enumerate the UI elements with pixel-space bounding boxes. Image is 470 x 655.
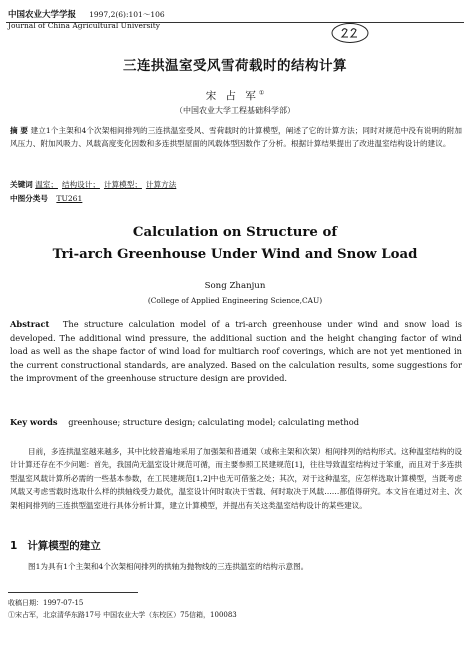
section-heading bbox=[10, 538, 101, 553]
affiliation-zh: （中国农业大学工程基础科学部） bbox=[175, 106, 295, 115]
keyword-zh: 结构设计； bbox=[61, 180, 100, 189]
keywords-en-text: greenhouse; structure design; calculating model; calculating method bbox=[68, 417, 360, 427]
paper-title-en-line1: Calculation on Structure of bbox=[132, 225, 338, 240]
paper-title-en-line2: Tri-arch Greenhouse Under Wind and Snow Load bbox=[52, 247, 418, 262]
intro-paragraph: 目前，多连拱温室越来越多，其中比较普遍地采用了加强架和普通架（或称主架和次架）相间排列的结构形式。这种温室结构的设计计算还存在不少问题：首先，我国尚无温室设计规范可循，而主要参照工民建规范[1]，往往导致温室结构过于笨重，而且对于多连拱型温室风载计算所必需的一些基本参数，在工民建规范[1,2]中也无可借鉴之处；其次，对于这种温室，应怎样选取计算模型，当既考虑风载又考虑雪载时选取什么样的拱轴线受力最优，温室设计何时取决于雪载、何时取决于风载……都值得研究。本文旨在通过对主、次架相间排列的三连拱型温室进行具体分析计算，建立计算模型，并提出有关这类温室结构设计的某些建议。 bbox=[10, 447, 462, 510]
abstract-en-text: The structure calculation model of a tri-arch greenhouse under wind and snow load is developed. The additional wind pressure, the additional suction and the height changing factor of wind load as well as the shape factor of wind load for multiarch roof coverings, which are not yet mentioned in the current constructional standards, are analyzed. Based on the calculation results, some suggestions for the improvment of the greenhouse structure design are provided. bbox=[10, 319, 462, 384]
clc-zh-label: 中图分类号 bbox=[10, 194, 48, 203]
keyword-zh: 计算模型； bbox=[103, 180, 142, 189]
affiliation-en: (College of Applied Engineering Science,CAU) bbox=[147, 296, 323, 305]
received-date: 收稿日期：1997-07-15 bbox=[8, 599, 84, 607]
abstract-zh-text: 建立1个主架和4个次架相间排列的三连拱温室受风、雪荷载时的计算模型，阐述了它的计算方法；同时对规范中没有说明的附加风压力、附加风吸力、风载高度变化因数和多连拱型屋面的风载体型因数作了分析。根据计算结果提出了改进温室结构设计的建议。 bbox=[10, 126, 463, 149]
keywords-zh-label: 关键词 bbox=[10, 180, 33, 189]
clc-zh-code: TU261 bbox=[56, 194, 83, 203]
journal-name-en: Journal of China Agricultural University bbox=[8, 21, 160, 30]
handwritten-mark bbox=[330, 22, 370, 44]
journal-ref: 1997,2(6):101～106 bbox=[89, 10, 165, 19]
keywords-en bbox=[10, 416, 462, 430]
clc-zh bbox=[10, 192, 462, 205]
section-title: 计算模型的建立 bbox=[27, 540, 101, 552]
author-footnote: ①宋占军，北京清华东路17号 中国农业大学（东校区）75信箱，100083 bbox=[8, 611, 237, 619]
abstract-en-label: Abstract bbox=[10, 319, 50, 329]
paper-title-zh: 三连拱温室受风雪荷载时的结构计算 bbox=[123, 58, 347, 74]
abstract-en bbox=[10, 318, 462, 386]
keywords-en-label: Key words bbox=[10, 417, 58, 427]
author-en: Song Zhanjun bbox=[204, 281, 266, 291]
keyword-zh: 计算方法 bbox=[145, 180, 177, 189]
section-number: 1 bbox=[10, 540, 18, 552]
author-zh-name: 宋 占 军 bbox=[205, 90, 259, 102]
abstract-zh-label: 摘 要 bbox=[10, 126, 29, 135]
footnote-rule bbox=[8, 592, 138, 593]
keyword-zh: 温室； bbox=[35, 180, 58, 189]
header-rule bbox=[6, 22, 464, 23]
journal-name: 中国农业大学学报 bbox=[8, 10, 77, 20]
journal-header bbox=[8, 2, 308, 30]
paper-title-en bbox=[0, 222, 470, 266]
abstract-zh bbox=[10, 124, 462, 151]
author-zh bbox=[0, 88, 470, 103]
author-zh-footnote-mark: ① bbox=[258, 89, 265, 97]
section-1-paragraph: 图1为具有1个主架和4个次架相间排列的拱轴为抛物线的三连拱温室的结构示意图。 bbox=[28, 562, 309, 571]
keywords-zh bbox=[10, 178, 462, 191]
